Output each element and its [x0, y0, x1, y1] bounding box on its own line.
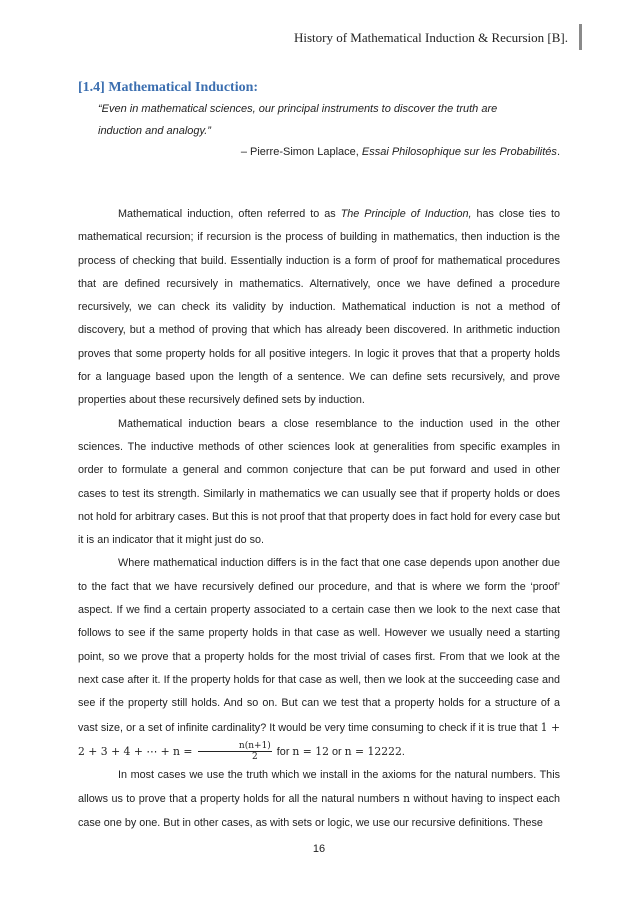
fraction: [198, 741, 272, 762]
quote-attribution: [241, 146, 560, 158]
paragraph-4: [78, 764, 560, 835]
p3-or: or: [329, 745, 345, 758]
running-head: History of Mathematical Induction & Recursion [B].: [293, 30, 568, 45]
attribution-author: – Pierre-Simon Laplace,: [240, 146, 362, 158]
body-text: [78, 203, 560, 835]
p1-text-start: Mathematical induction, often referred to as: [118, 208, 341, 220]
header-rule: [579, 24, 582, 50]
paragraph-1: [78, 203, 560, 413]
p3-end: .: [401, 745, 405, 758]
sum-formula: 1 + 2 + 3 + 4 + ⋯ + n =: [78, 720, 560, 758]
quote-line-2: induction and analogy.”: [98, 125, 211, 137]
attribution-work: Essai Philosophique sur les Probabilités: [361, 146, 557, 158]
quote-line-1: “Even in mathematical sciences, our principal instruments to discover the truth are: [98, 103, 498, 115]
fraction-denominator: 2: [252, 752, 258, 763]
p3-text: Where mathematical induction differs is in the fact that one case depends upon another due to the fact that we have recursively defined our procedure, and that is where we form the ‘proof’ aspect. If we find a certain property associated to a certain case then we look to the next case that follows to see if the same property holds in that case as well. However we usually need a starting point, so we prove that a property holds for the most trivial of cases first. From that we look at the next case after it. If the property holds for that case as well, then we look at the succeeding case and see if the property still holds. And so on. But can we test that a property holds for a structure of a vast size, or a set of infinite cardinality? It would be very time consuming to check if it is true that: [78, 557, 560, 734]
page-number: 16: [312, 843, 326, 855]
p4-variable: n: [403, 792, 411, 806]
paragraph-2: Mathematical induction bears a close resemblance to the induction used in the other sciences. The inductive methods of other sciences look at generalities from specific examples in order to formulate a general and common conjecture that can be put forward and used in other cases to test its strength. Similarly in mathematics we can usually see that if property holds or does not hold for arbitrary cases. But this is not proof that that property does in fact hold for every case but it is an indicator that it might just do so.: [78, 417, 560, 547]
fraction-numerator: n(n+1): [198, 741, 272, 752]
paragraph-3: [78, 552, 560, 764]
p3-eq-1: n = 12: [292, 744, 330, 758]
p4-text-start: In most cases we use the truth which we install in the axioms for the natural numbers. This allows us to prove that a property holds for all the natural numbers: [78, 769, 560, 806]
section-title: [1.4] Mathematical Induction:: [78, 80, 259, 95]
epigraph-quote: [98, 98, 558, 142]
p3-for: for: [273, 745, 293, 758]
p1-text-rest: has close ties to mathematical recursion; if recursion is the process of building in mathematics, then induction is the process of checking that build. Essentially induction is a form of proof for mathematical procedures that are defined recursively in mathematics. Alternatively, once we have defined a procedure recursively, we can check its validity by induction. Mathematical induction is not a method of discovery, but a method of proving that which has already been discovered. In arithmetic induction proves that some property holds for all positive integers. In logic it proves that that a property holds for a language based upon the length of a sentence. We can define sets recursively, and prove properties about these recursively defined sets by induction.: [78, 208, 560, 407]
p4-text-rest: without having to inspect each case one by one. But in other cases, as with sets or logic, we use our recursive definitions. These: [78, 793, 560, 829]
attribution-end: .: [556, 146, 560, 158]
p3-eq-2: n = 12222: [344, 744, 402, 758]
p1-italic-term: The Principle of Induction,: [340, 208, 472, 220]
